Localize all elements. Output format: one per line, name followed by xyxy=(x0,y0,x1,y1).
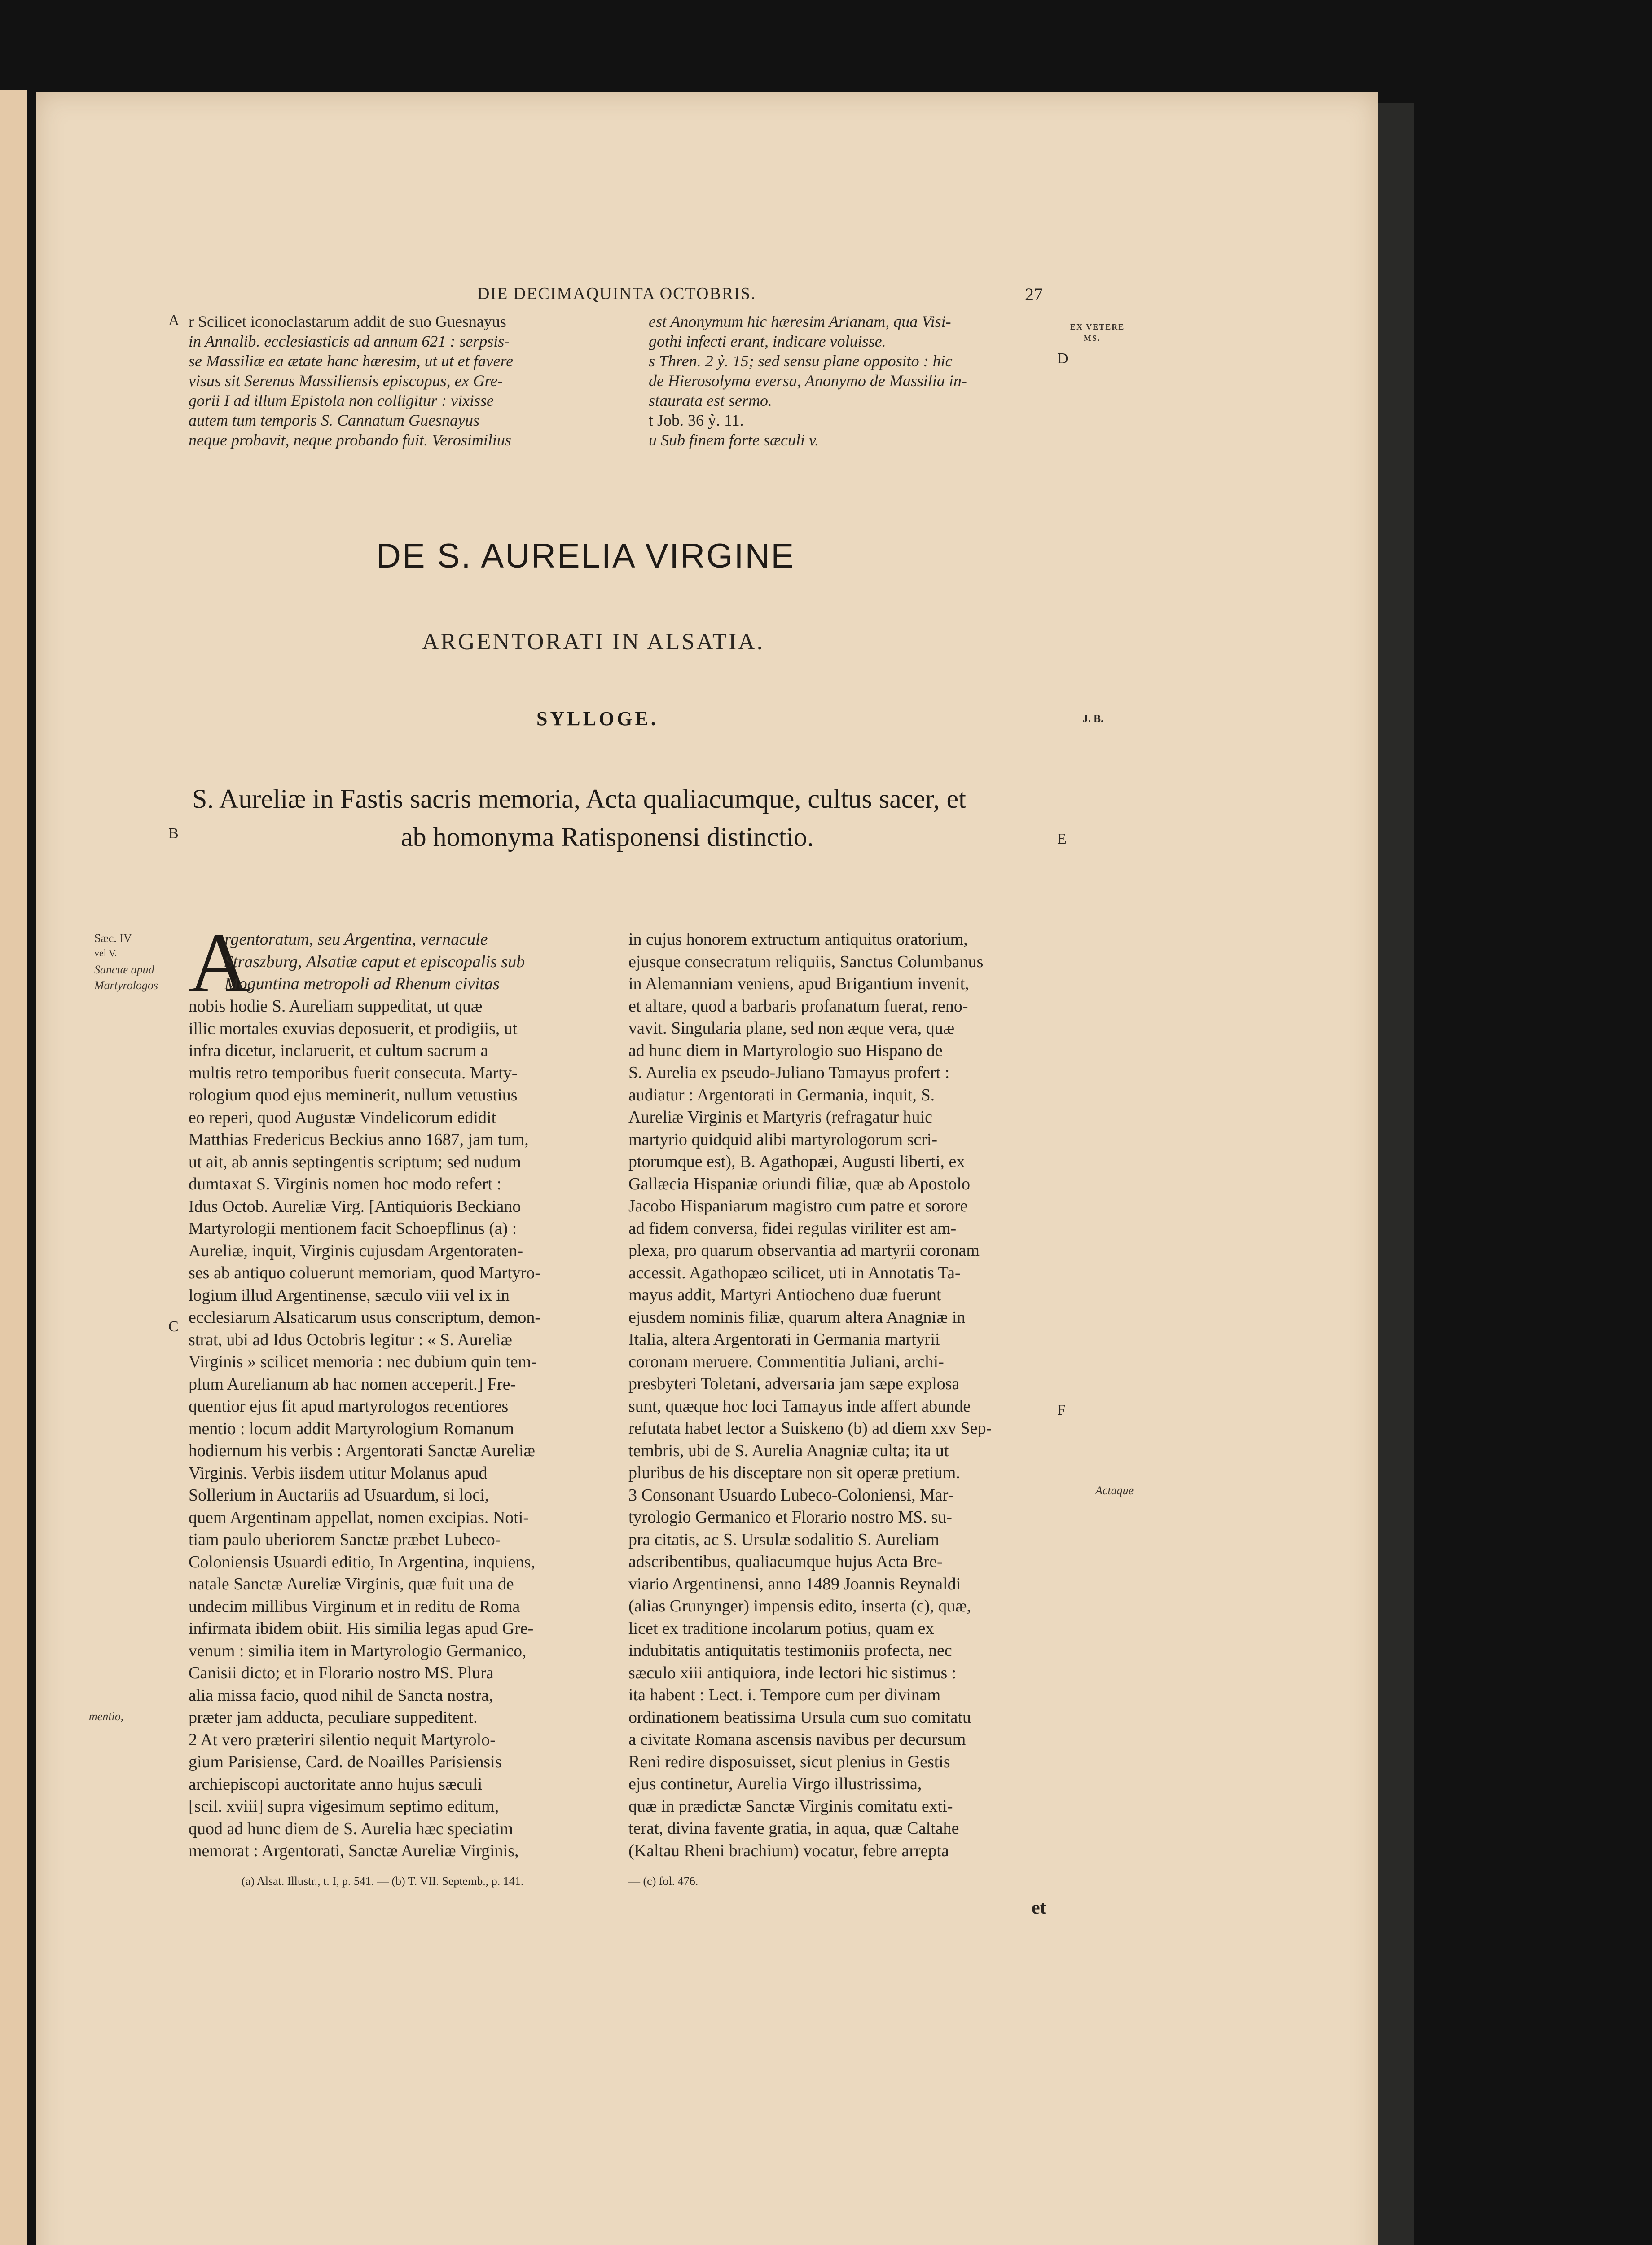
footnote-right: — (c) fol. 476. xyxy=(628,1875,699,1888)
previous-page-edge xyxy=(0,90,27,2245)
text-line: martyrio quidquid alibi martyrologorum scri- xyxy=(628,1130,938,1149)
text-line: (alias Grunynger) impensis edito, inserta (c), quæ, xyxy=(628,1597,971,1616)
note-line: autem tum temporis S. Cannatum Guesnayus xyxy=(189,411,479,429)
text-line: Virginis » scilicet memoria : nec dubium quin tem- xyxy=(189,1352,537,1371)
text-line: audiatur : Argentorati in Germania, inquit, S. xyxy=(628,1085,935,1105)
right-column xyxy=(628,929,992,1862)
text-line: strat, ubi ad Idus Octobris legitur : « S. Aureliæ xyxy=(189,1330,512,1349)
text-line: Moguntina metropoli ad Rhenum civitas xyxy=(224,974,500,993)
text-line: hodiernum his verbis : Argentorati Sanctæ Aureliæ xyxy=(189,1441,535,1460)
text-line: ptorumque est), B. Agathopæi, Augusti liberti, ex xyxy=(628,1152,965,1171)
text-line: pluribus de his disceptare non sit operæ pretium. xyxy=(628,1463,960,1482)
text-line: præter jam adducta, peculiare suppeditent. xyxy=(189,1708,478,1727)
text-line: ecclesiarum Alsaticarum usus conscriptum, demon- xyxy=(189,1308,541,1327)
section-heading-line-1: S. Aureliæ in Fastis sacris memoria, Acta qualiacumque, cultus sacer, et xyxy=(192,784,966,814)
text-line: Gallæcia Hispaniæ oriundi filiæ, quæ ab Apostolo xyxy=(628,1174,971,1193)
text-line: illic mortales exuvias deposuerit, et prodigiis, ut xyxy=(189,1019,518,1038)
text-line: vavit. Singularia plane, sed non æque vera, quæ xyxy=(628,1019,955,1038)
text-line: 2 At vero præteriri silentio nequit Martyrolo- xyxy=(189,1730,496,1749)
text-line: in Alemanniam veniens, apud Brigantium invenit, xyxy=(628,974,969,993)
text-line: infirmata ibidem obiit. His similia legas apud Gre- xyxy=(189,1619,534,1638)
margin-letter-f: F xyxy=(1057,1402,1066,1418)
section-label: SYLLOGE. xyxy=(536,708,659,730)
note-line: t Job. 36 ỷ. 11. xyxy=(649,411,744,429)
text-line: Virginis. Verbis iisdem utitur Molanus apud xyxy=(189,1463,488,1483)
text-line: tyrologio Germanico et Florario nostro MS. su- xyxy=(628,1508,952,1527)
text-line: Matthias Fredericus Beckius anno 1687, jam tum, xyxy=(189,1130,529,1149)
text-line: tiam paulo uberiorem Sanctæ præbet Lubeco- xyxy=(189,1530,501,1549)
side-note-ms: MS. xyxy=(1084,334,1101,343)
text-line: et altare, quod a barbaris profanatum fuerat, reno- xyxy=(628,996,968,1016)
text-line: accessit. Agathopæo scilicet, uti in Annotatis Ta- xyxy=(628,1263,961,1282)
side-note-martyrologos: Martyrologos xyxy=(94,979,158,992)
note-line: in Annalib. ecclesiasticis ad annum 621 : serpsis- xyxy=(189,332,510,350)
margin-letter-a: A xyxy=(168,312,180,329)
text-line: 3 Consonant Usuardo Lubeco-Coloniensi, Mar- xyxy=(628,1485,954,1505)
text-line: Sollerium in Auctariis ad Usuardum, si loci, xyxy=(189,1486,489,1505)
text-line: Idus Octob. Aureliæ Virg. [Antiquioris Beckiano xyxy=(189,1197,521,1216)
text-line: undecim millibus Virginum et in reditu de Roma xyxy=(189,1597,520,1616)
text-line: gium Parisiense, Card. de Noailles Parisiensis xyxy=(189,1752,502,1771)
margin-letter-e: E xyxy=(1057,831,1067,847)
text-line: rologium quod ejus meminerit, nullum vetustius xyxy=(189,1086,518,1105)
text-line: quod ad hunc diem de S. Aurelia hæc speciatim xyxy=(189,1819,513,1838)
side-note-vel: vel V. xyxy=(94,947,117,959)
margin-letter-b: B xyxy=(168,825,179,842)
text-line: archiepiscopi auctoritate anno hujus sæculi xyxy=(189,1774,483,1794)
text-line: pra citatis, ac S. Ursulæ sodalitio S. Aureliam xyxy=(628,1530,940,1549)
text-line: multis retro temporibus fuerit consecuta. Marty- xyxy=(189,1063,518,1083)
note-line: est Anonymum hic hæresim Arianam, qua Visi- xyxy=(649,313,951,330)
article-subtitle: ARGENTORATI IN ALSATIA. xyxy=(422,629,764,655)
text-line: coronam meruere. Commentitia Juliani, archi- xyxy=(628,1352,944,1371)
catchword: et xyxy=(1032,1897,1046,1918)
text-line: natale Sanctæ Aureliæ Virginis, quæ fuit una de xyxy=(189,1575,514,1594)
note-line: de Hierosolyma eversa, Anonymo de Massilia in- xyxy=(649,372,967,390)
note-line: visus sit Serenus Massiliensis episcopus, ex Gre- xyxy=(189,372,503,390)
text-line: mentio : locum addit Martyrologium Romanum xyxy=(189,1419,514,1438)
text-line: logium illud Argentinense, sæculo viii vel ix in xyxy=(189,1285,510,1305)
note-line: gothi infecti erant, indicare voluisse. xyxy=(649,332,886,350)
text-line: (Kaltau Rheni brachium) vocatur, febre arrepta xyxy=(628,1841,949,1860)
book-spine xyxy=(1378,103,1414,2245)
text-line: memorat : Argentorati, Sanctæ Aureliæ Virginis, xyxy=(189,1841,519,1860)
text-line: venum : similia item in Martyrologio Germanico, xyxy=(189,1641,527,1660)
margin-letter-c: C xyxy=(168,1318,179,1335)
side-note-saec: Sæc. IV xyxy=(94,932,132,945)
text-line: plexa, pro quarum observantia ad martyrii coronam xyxy=(628,1241,980,1260)
note-line: gorii I ad illum Epistola non colligitur : vixisse xyxy=(189,392,494,409)
text-line: ut ait, ab annis septingentis scriptum; sed nudum xyxy=(189,1152,521,1171)
text-line: infra dicetur, inclaruerit, et cultum sacrum a xyxy=(189,1041,488,1060)
text-line: S. Aurelia ex pseudo-Juliano Tamayus profert : xyxy=(628,1063,950,1082)
note-line: neque probavit, neque probando fuit. Verosimilius xyxy=(189,431,511,449)
footnote-left: (a) Alsat. Illustr., t. I, p. 541. — (b) T. VII. Septemb., p. 141. xyxy=(242,1875,524,1888)
text-line: dumtaxat S. Virginis nomen hoc modo refert : xyxy=(189,1175,502,1193)
text-line: ejusdem nominis filiæ, quarum altera Anagniæ in xyxy=(628,1307,966,1327)
article-title: DE S. AURELIA VIRGINE xyxy=(376,537,795,575)
text-line: in cujus honorem extructum antiquitus oratorium, xyxy=(628,930,968,949)
text-line: ejusque consecratum reliquiis, Sanctus Columbanus xyxy=(628,952,984,971)
text-line: plum Aurelianum ab hac nomen acceperit.] Fre- xyxy=(189,1374,516,1394)
text-line: tembris, ubi de S. Aurelia Anagniæ culta; ita ut xyxy=(628,1441,949,1460)
note-line: se Massiliæ ea ætate hanc hæresim, ut ut et favere xyxy=(189,352,514,370)
text-line: Aureliæ Virginis et Martyris (refragatur huic xyxy=(628,1108,932,1127)
text-line: presbyteri Toletani, adversaria jam sæpe explosa xyxy=(628,1374,960,1393)
text-line: Straszburg, Alsatiæ caput et episcopalis sub xyxy=(224,952,525,971)
text-line: licet ex traditione incolarum potius, quam ex xyxy=(628,1619,934,1638)
text-line: quentior ejus fit apud martyrologos recentiores xyxy=(189,1397,509,1416)
text-line: ad fidem conversa, fidei regulas viriliter est am- xyxy=(628,1219,957,1238)
text-line: ejus continetur, Aurelia Virgo illustrissima, xyxy=(628,1774,922,1793)
margin-letter-d: D xyxy=(1057,350,1068,367)
left-column xyxy=(189,995,540,1862)
text-line: mayus addit, Martyri Antiocheno duæ fuerunt xyxy=(628,1285,941,1304)
text-line: nobis hodie S. Aureliam suppeditat, ut quæ xyxy=(189,997,483,1016)
text-line: refutata habet lector a Suiskeno (b) ad diem xxv Sep- xyxy=(628,1419,992,1438)
drop-cap: A xyxy=(189,916,250,1010)
note-line: s Thren. 2 ỷ. 15; sed sensu plane opposito : hic xyxy=(649,352,953,370)
text-line: alia missa facio, quod nihil de Sancta nostra, xyxy=(189,1686,493,1705)
text-line: ordinationem beatissima Ursula cum suo comitatu xyxy=(628,1708,971,1727)
text-line: ita habent : Lect. i. Tempore cum per divinam xyxy=(628,1686,941,1704)
text-line: Martyrologii mentionem facit Schoepflinus (a) : xyxy=(189,1219,517,1238)
text-line: viario Argentinensi, anno 1489 Joannis Reynaldi xyxy=(628,1574,961,1594)
text-line: adscribentibus, qualiacumque hujus Acta Bre- xyxy=(628,1552,943,1571)
page-number: 27 xyxy=(1025,284,1043,304)
side-note-jb: J. B. xyxy=(1083,713,1104,725)
note-line: staurata est sermo. xyxy=(649,392,773,409)
text-line: Italia, altera Argentorati in Germania martyrii xyxy=(628,1330,940,1349)
note-line: u Sub finem forte sæculi v. xyxy=(649,431,819,449)
side-note-ex-vetere: EX VETERE xyxy=(1070,322,1125,331)
text-line: Reni redire disposuisset, sicut plenius in Gestis xyxy=(628,1752,950,1771)
text-line: Canisii dicto; et in Florario nostro MS. Plura xyxy=(189,1664,494,1682)
text-line: sunt, quæque hoc loci Tamayus inde affert abunde xyxy=(628,1396,971,1416)
side-note-actaque: Actaque xyxy=(1095,1484,1134,1497)
text-line: quæ in prædictæ Sanctæ Virginis comitatu exti- xyxy=(628,1796,953,1816)
text-line: [scil. xviii] supra vigesimum septimo editum, xyxy=(189,1797,499,1816)
text-line: quem Argentinam appellat, nomen excipias. Noti- xyxy=(189,1508,529,1527)
text-line: Jacobo Hispaniarum magistro cum patre et sorore xyxy=(628,1197,968,1215)
text-line: a civitate Romana ascensis navibus per decursum xyxy=(628,1730,966,1749)
text-line: ses ab antiquo coluerunt memoriam, quod Martyro- xyxy=(189,1263,541,1282)
running-header: DIE DECIMAQUINTA OCTOBRIS. xyxy=(477,284,756,303)
note-line: r Scilicet iconoclastarum addit de suo Guesnayus xyxy=(189,313,506,330)
text-line: sæculo xiii antiquiora, inde lectori hic sistimus : xyxy=(628,1663,957,1682)
text-line: indubitatis antiquitatis testimoniis profecta, nec xyxy=(628,1641,952,1660)
text-line: rgentoratum, seu Argentina, vernacule xyxy=(224,930,488,949)
text-line: Aureliæ, inquit, Virginis cujusdam Argentoraten- xyxy=(189,1241,523,1260)
section-heading-line-2: ab homonyma Ratisponensi distinctio. xyxy=(401,822,814,852)
left-column-opening xyxy=(224,929,525,995)
side-note-sanctae: Sanctæ apud xyxy=(94,963,154,976)
text-line: ad hunc diem in Martyrologio suo Hispano de xyxy=(628,1041,943,1060)
text-line: Coloniensis Usuardi editio, In Argentina, inquiens, xyxy=(189,1552,535,1572)
text-line: terat, divina favente gratia, in aqua, quæ Caltahe xyxy=(628,1819,959,1838)
text-line: eo reperi, quod Augustæ Vindelicorum edidit xyxy=(189,1108,496,1127)
side-note-mentio: mentio, xyxy=(89,1710,124,1723)
